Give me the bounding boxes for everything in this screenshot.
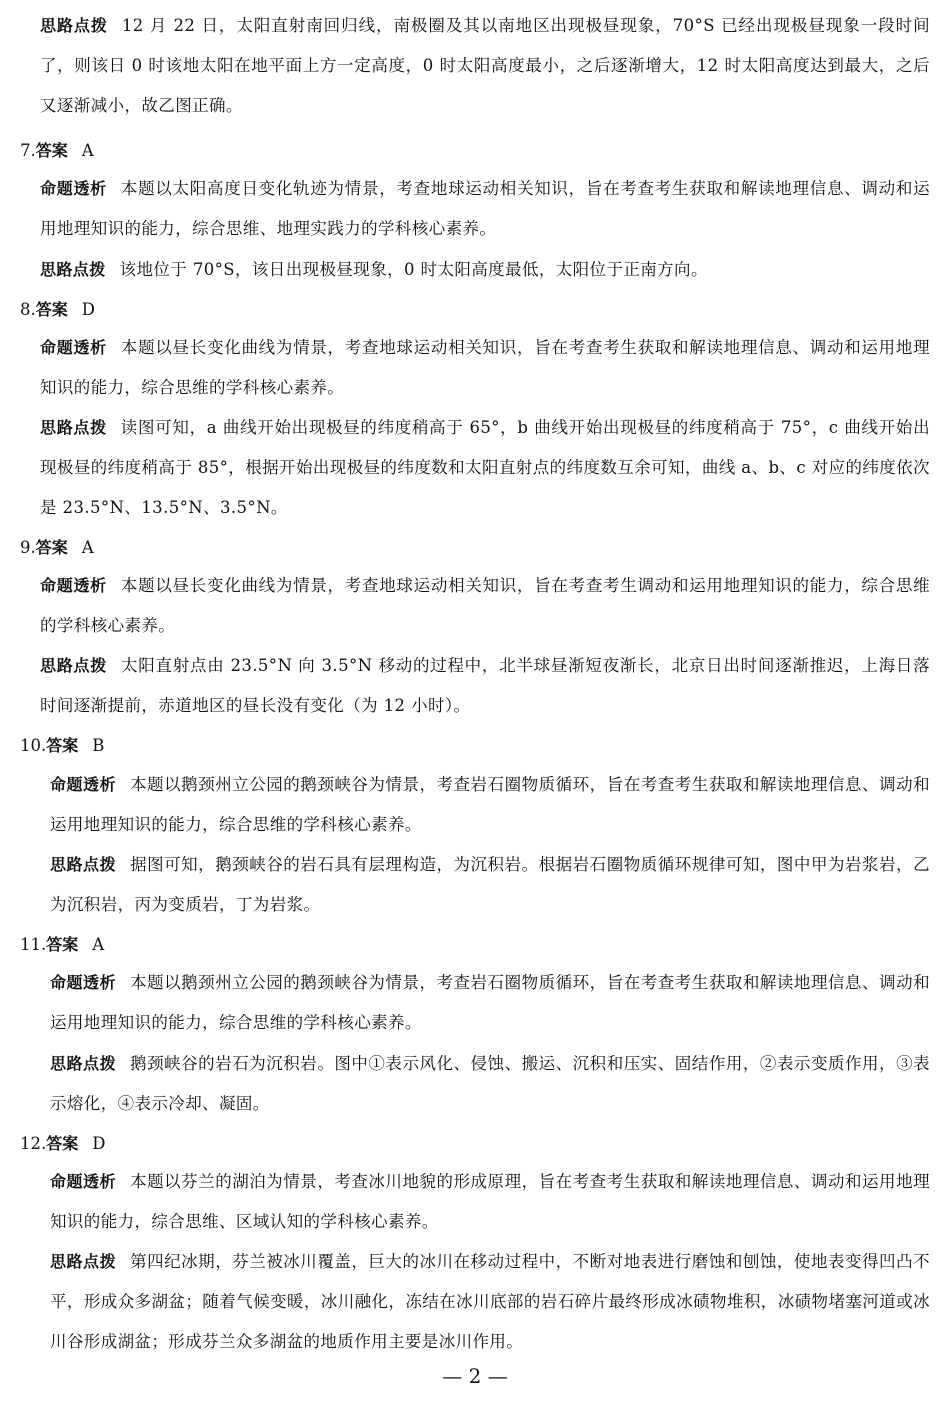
intent-text: 本题以太阳高度日变化轨迹为情景，考查地球运动相关知识，旨在考查考生获取和解读地理信息、调动和运用地理知识的能力，综合思维、地理实践力的学科核心素养。 xyxy=(40,179,930,238)
question-number: 9. xyxy=(20,538,36,557)
answer-value: A xyxy=(81,141,94,160)
question-number: 8. xyxy=(20,300,36,319)
q11-answer xyxy=(20,931,104,959)
q12-answer xyxy=(20,1130,106,1158)
q9-intent xyxy=(40,566,930,646)
intent-label: 命题透析 xyxy=(40,576,107,595)
intent-text: 本题以芬兰的湖泊为情景，考查冰川地貌的形成原理，旨在考查考生获取和解读地理信息、调动和运用地理知识的能力，综合思维、区域认知的学科核心素养。 xyxy=(50,1172,930,1231)
intent-text: 本题以鹅颈州立公园的鹅颈峡谷为情景，考查岩石圈物质循环，旨在考查考生获取和解读地理信息、调动和运用地理知识的能力，综合思维的学科核心素养。 xyxy=(50,775,930,834)
q10-hint xyxy=(50,845,930,925)
hint-label: 思路点拨 xyxy=(50,1252,117,1271)
q9-answer xyxy=(20,534,94,562)
hint-label: 思路点拨 xyxy=(40,418,107,437)
answer-label: 答案 xyxy=(35,538,68,557)
q7-intent xyxy=(40,169,930,249)
answer-value: D xyxy=(81,300,95,319)
q6-hint xyxy=(40,6,930,126)
intent-label: 命题透析 xyxy=(50,973,117,992)
question-number: 10. xyxy=(20,736,47,755)
hint-label: 思路点拨 xyxy=(40,16,108,35)
q11-intent xyxy=(50,963,930,1043)
intent-label: 命题透析 xyxy=(40,338,107,357)
answer-value: D xyxy=(92,1134,106,1153)
intent-text: 本题以昼长变化曲线为情景，考查地球运动相关知识，旨在考查考生调动和运用地理知识的能力，综合思维的学科核心素养。 xyxy=(40,576,930,635)
q7-hint xyxy=(40,250,930,290)
q12-intent xyxy=(50,1162,930,1242)
answer-label: 答案 xyxy=(35,300,68,319)
intent-text: 本题以昼长变化曲线为情景，考查地球运动相关知识，旨在考查考生获取和解读地理信息、调动和运用地理知识的能力，综合思维的学科核心素养。 xyxy=(40,338,930,397)
q8-intent xyxy=(40,328,930,408)
q9-hint xyxy=(40,646,930,726)
answer-value: A xyxy=(81,538,94,557)
intent-label: 命题透析 xyxy=(50,1172,117,1191)
answer-label: 答案 xyxy=(46,935,79,954)
q7-answer xyxy=(20,137,94,165)
hint-label: 思路点拨 xyxy=(50,1054,117,1073)
hint-text: 鹅颈峡谷的岩石为沉积岩。图中①表示风化、侵蚀、搬运、沉积和压实、固结作用，②表示变质作用，③表示熔化，④表示冷却、凝固。 xyxy=(50,1054,930,1113)
hint-text: 第四纪冰期，芬兰被冰川覆盖，巨大的冰川在移动过程中，不断对地表进行磨蚀和刨蚀，使地表变得凹凸不平，形成众多湖盆；随着气候变暖，冰川融化，冻结在冰川底部的岩石碎片最终形成冰碛物堆积，冰碛物堵塞河道或冰川谷形成湖盆；形成芬兰众多湖盆的地质作用主要是冰川作用。 xyxy=(50,1252,930,1351)
hint-label: 思路点拨 xyxy=(40,656,107,675)
hint-label: 思路点拨 xyxy=(40,260,106,279)
page-number: — 2 — xyxy=(442,1364,508,1388)
hint-text: 据图可知，鹅颈峡谷的岩石具有层理构造，为沉积岩。根据岩石圈物质循环规律可知，图中甲为岩浆岩，乙为沉积岩，丙为变质岩，丁为岩浆。 xyxy=(50,855,930,914)
q8-answer xyxy=(20,296,95,324)
hint-text: 读图可知，a 曲线开始出现极昼的纬度稍高于 65°，b 曲线开始出现极昼的纬度稍高于 75°，c 曲线开始出现极昼的纬度稍高于 85°，根据开始出现极昼的纬度数和太阳直射点的纬度数互余可知，曲线 a、b、c 对应的纬度依次是 23.5°N、13.5°N、3.5°N。 xyxy=(40,418,930,517)
intent-label: 命题透析 xyxy=(50,775,117,794)
question-number: 12. xyxy=(20,1134,47,1153)
q10-intent xyxy=(50,765,930,845)
question-number: 11. xyxy=(20,935,47,954)
answer-value: B xyxy=(92,736,105,755)
hint-text: 太阳直射点由 23.5°N 向 3.5°N 移动的过程中，北半球昼渐短夜渐长，北京日出时间逐渐推迟，上海日落时间逐渐提前，赤道地区的昼长没有变化（为 12 小时）。 xyxy=(40,656,930,715)
hint-label: 思路点拨 xyxy=(50,855,117,874)
intent-text: 本题以鹅颈州立公园的鹅颈峡谷为情景，考查岩石圈物质循环，旨在考查考生获取和解读地理信息、调动和运用地理知识的能力，综合思维的学科核心素养。 xyxy=(50,973,930,1032)
question-number: 7. xyxy=(20,141,36,160)
intent-label: 命题透析 xyxy=(40,179,107,198)
q12-hint xyxy=(50,1242,930,1362)
q8-hint xyxy=(40,408,930,528)
q10-answer xyxy=(20,732,104,760)
hint-text: 该地位于 70°S，该日出现极昼现象，0 时太阳高度最低，太阳位于正南方向。 xyxy=(119,260,708,279)
answer-label: 答案 xyxy=(46,1134,79,1153)
answer-label: 答案 xyxy=(35,141,68,160)
hint-text: 12 月 22 日，太阳直射南回归线，南极圈及其以南地区出现极昼现象，70°S 已经出现极昼现象一段时间了，则该日 0 时该地太阳在地平面上方一定高度，0 时太阳高度最小，之后逐渐增大，12 时太阳高度达到最大，之后又逐渐减小，故乙图正确。 xyxy=(40,16,930,115)
answer-label: 答案 xyxy=(46,736,79,755)
answer-value: A xyxy=(92,935,105,954)
q11-hint xyxy=(50,1044,930,1124)
